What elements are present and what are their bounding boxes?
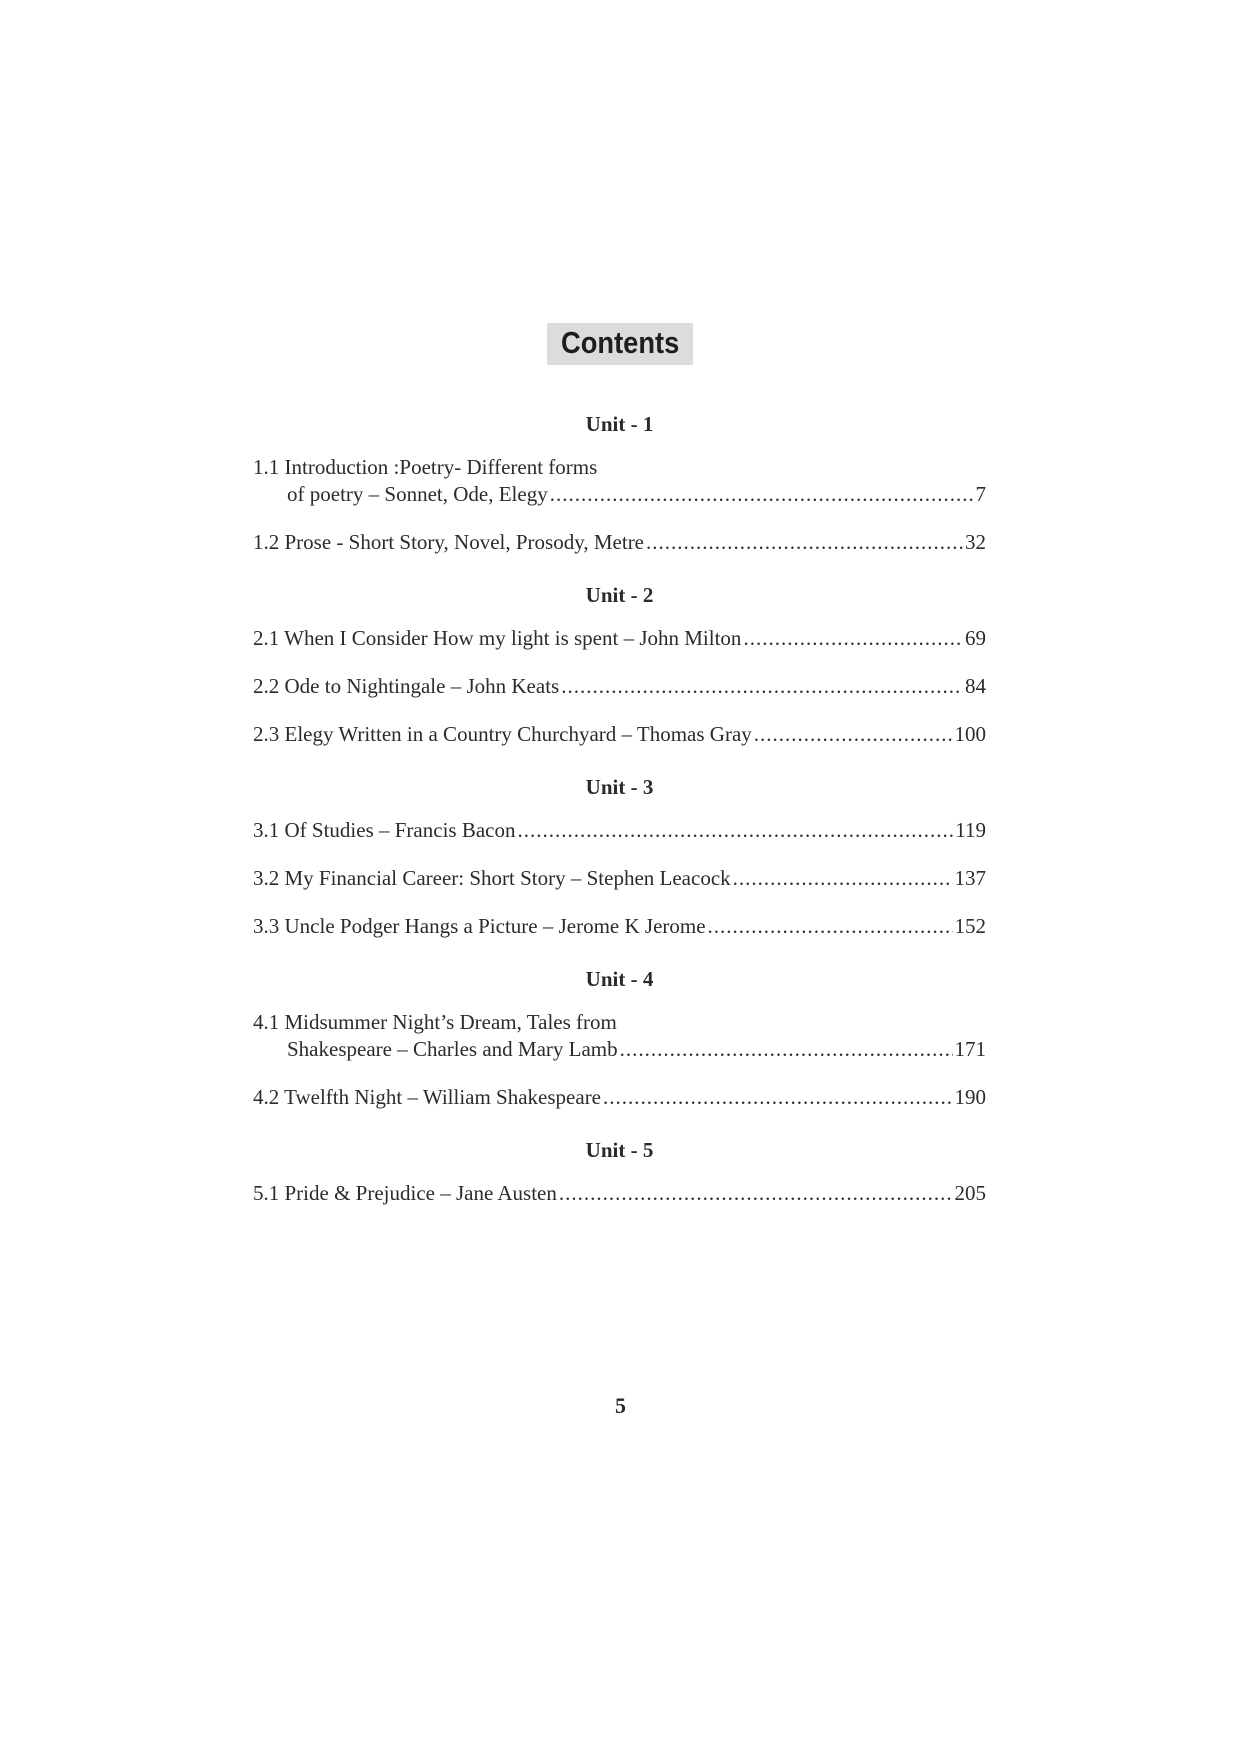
- toc-page-number: 205: [954, 1181, 986, 1205]
- toc-entry-title: 3.2 My Financial Career: Short Story – Stephen Leacock: [253, 866, 731, 890]
- toc-page-number: 84: [965, 674, 986, 698]
- toc-entry-title: 5.1 Pride & Prejudice – Jane Austen: [253, 1181, 557, 1205]
- dot-leader: [559, 1180, 953, 1207]
- toc-page-number: 152: [954, 914, 986, 938]
- toc-page-number: 7: [975, 482, 986, 506]
- dot-leader: [603, 1084, 952, 1111]
- toc-page-number: 137: [954, 866, 986, 890]
- toc-entry-row: [253, 529, 986, 556]
- title-wrap: [0, 323, 1241, 365]
- unit-heading: Unit - 2: [585, 583, 654, 607]
- toc-entry[interactable]: [253, 817, 986, 865]
- dot-leader: [754, 721, 953, 748]
- toc-page-number: 69: [965, 626, 986, 650]
- toc-page-number: 190: [954, 1085, 986, 1109]
- toc-entry-row: [253, 817, 986, 844]
- toc-entry-title-line1: 4.1 Midsummer Night’s Dream, Tales from: [253, 1010, 617, 1034]
- toc-page-number: 171: [954, 1037, 986, 1061]
- toc-entry-title: Shakespeare – Charles and Mary Lamb: [287, 1037, 618, 1061]
- dot-leader: [620, 1036, 953, 1063]
- unit-heading: Unit - 5: [585, 1138, 654, 1162]
- toc-entry-title: 2.3 Elegy Written in a Country Churchyard – Thomas Gray: [253, 722, 752, 746]
- dot-leader: [733, 865, 953, 892]
- toc-entry-row: [253, 1084, 986, 1111]
- page-number: 5: [615, 1393, 626, 1418]
- toc-entry-row: [253, 1036, 986, 1063]
- dot-leader: [517, 817, 953, 844]
- toc-page-number: 32: [965, 530, 986, 554]
- unit-heading: Unit - 3: [585, 775, 654, 799]
- unit-heading: Unit - 1: [585, 412, 654, 436]
- toc-entry-row: [253, 481, 986, 508]
- toc-entry-title: 2.1 When I Consider How my light is spent – John Milton: [253, 626, 742, 650]
- dot-leader: [743, 625, 963, 652]
- toc-entry-title: 4.2 Twelfth Night – William Shakespeare: [253, 1085, 602, 1109]
- toc-entry[interactable]: [253, 454, 986, 529]
- dot-leader: [561, 673, 963, 700]
- toc-entry[interactable]: [253, 1180, 986, 1228]
- toc-entry-title: of poetry – Sonnet, Ode, Elegy: [287, 482, 548, 506]
- toc-page-number: 100: [954, 722, 986, 746]
- toc-entry-row: [253, 673, 986, 700]
- toc-entry[interactable]: [253, 1009, 986, 1084]
- toc-entry-row: [253, 865, 986, 892]
- toc-entry-title: 2.2 Ode to Nightingale – John Keats: [253, 674, 560, 698]
- dot-leader: [550, 481, 974, 508]
- toc-entry[interactable]: [253, 721, 986, 769]
- toc-entry-row: [253, 913, 986, 940]
- toc-entry-title: 1.2 Prose - Short Story, Novel, Prosody, Metre: [253, 530, 645, 554]
- toc-entry[interactable]: [253, 673, 986, 721]
- toc-entry-title: 3.1 Of Studies – Francis Bacon: [253, 818, 516, 842]
- unit-heading: Unit - 4: [585, 967, 654, 991]
- toc-entry-title: 3.3 Uncle Podger Hangs a Picture – Jerome K Jerome: [253, 914, 706, 938]
- toc-entry[interactable]: [253, 865, 986, 913]
- dot-leader: [708, 913, 953, 940]
- toc-entry[interactable]: [253, 529, 986, 577]
- toc-entry[interactable]: [253, 625, 986, 673]
- toc-entry-row: [253, 625, 986, 652]
- toc-entry-row: [253, 721, 986, 748]
- toc-page-number: 119: [955, 818, 986, 842]
- toc-entry[interactable]: [253, 913, 986, 961]
- dot-leader: [646, 529, 963, 556]
- toc-entry-row: [253, 1180, 986, 1207]
- toc-entry-title-line1: 1.1 Introduction :Poetry- Different forms: [253, 455, 598, 479]
- table-of-contents: [253, 406, 986, 1228]
- contents-title: Contents: [547, 323, 693, 365]
- toc-entry[interactable]: [253, 1084, 986, 1132]
